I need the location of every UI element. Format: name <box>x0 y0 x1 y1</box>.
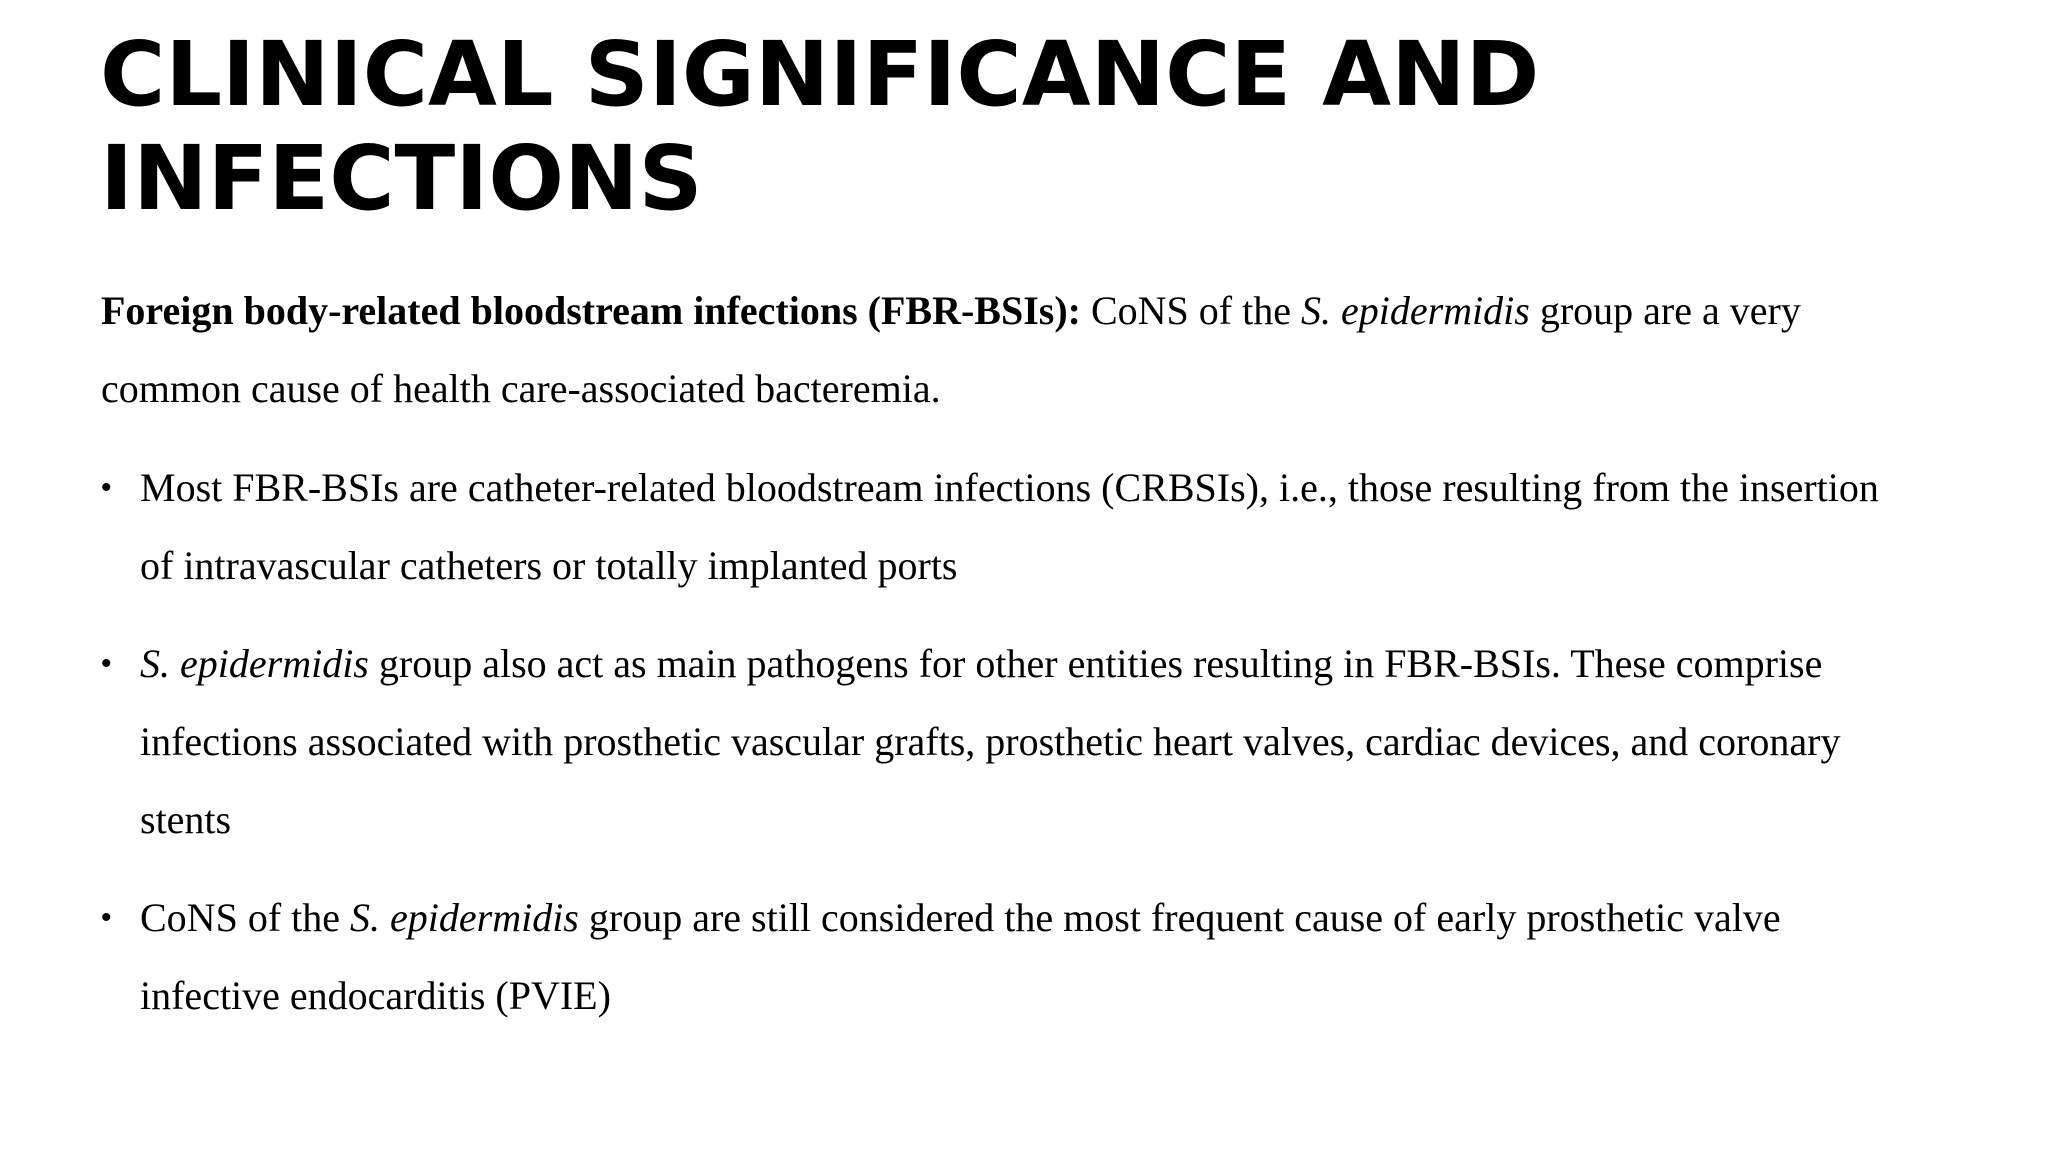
slide-body <box>101 272 1921 1055</box>
slide-title-line-2: INFECTIONS <box>100 126 703 230</box>
slide-title-line-1: CLINICAL SIGNIFICANCE AND <box>100 22 1540 126</box>
bullet-3-species-name: S. epidermidis <box>350 895 579 940</box>
bullet-3-text-1: CoNS of the <box>140 895 350 940</box>
bullet-item-2 <box>101 625 1921 859</box>
intro-text-1: CoNS of the <box>1080 288 1301 333</box>
bullet-item-1 <box>101 449 1921 605</box>
bullet-item-3 <box>101 879 1921 1035</box>
bullet-2-text: group also act as main pathogens for other entities resulting in FBR-BSIs. These comprise infections associated with prosthetic vascular grafts, prosthetic heart valves, cardiac devices, and coronary stents <box>140 641 1841 842</box>
bullet-list <box>101 449 1921 1035</box>
bullet-2-species-name: S. epidermidis <box>140 641 369 686</box>
slide-title <box>100 22 1900 230</box>
bullet-1-text: Most FBR-BSIs are catheter-related bloodstream infections (CRBSIs), i.e., those resulting from the insertion of intravascular catheters or totally implanted ports <box>140 465 1879 588</box>
intro-heading: Foreign body-related bloodstream infections (FBR-BSIs): <box>101 288 1081 333</box>
bullet-marker: • <box>101 901 112 934</box>
bullet-3-text-2: group are still considered the most frequent cause of early prosthetic valve infective endocarditis (PVIE) <box>140 895 1781 1018</box>
intro-paragraph <box>101 272 1921 428</box>
bullet-marker: • <box>101 647 112 680</box>
intro-species-name: S. epidermidis <box>1300 288 1530 333</box>
bullet-marker: • <box>101 471 112 504</box>
intro-text-2: group are a very common cause of health care-associated bacteremia. <box>101 288 1801 411</box>
